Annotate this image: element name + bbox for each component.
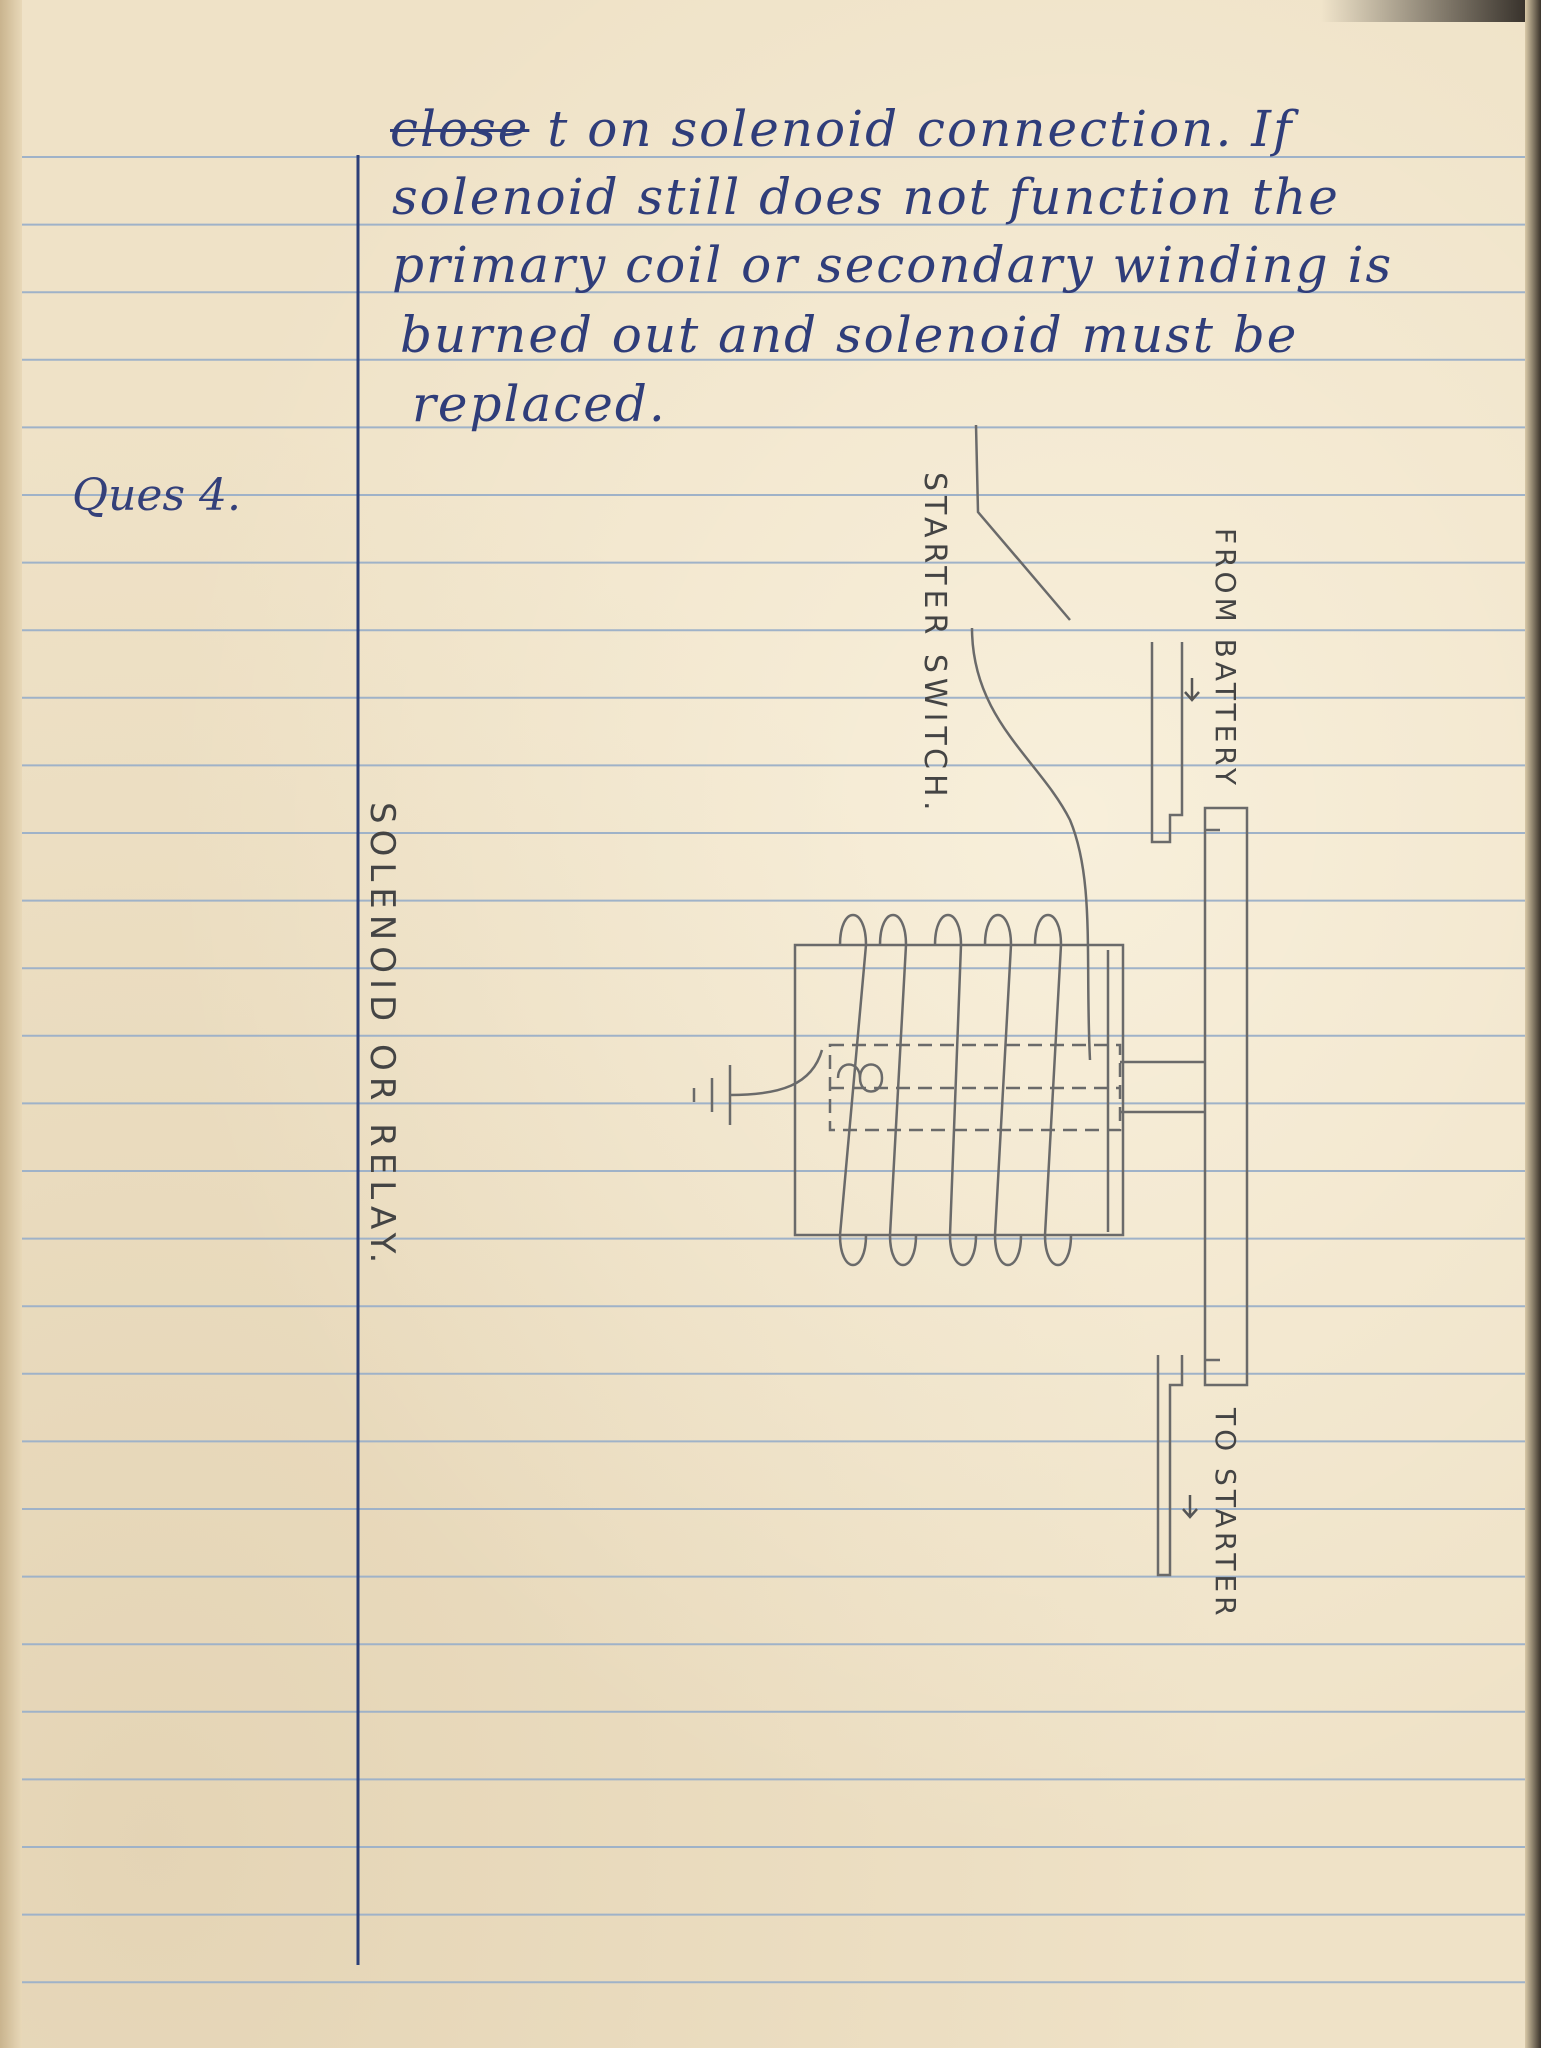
to-starter-label: TO STARTER [1209, 1408, 1242, 1620]
ground-symbol [694, 1065, 730, 1125]
starter-switch-label: STARTER SWITCH. [917, 472, 952, 816]
arrow-down-icon [1183, 1495, 1197, 1517]
switch-lead-wire [972, 628, 1090, 1060]
text-line-1-rest: t on solenoid connection. If [529, 100, 1294, 158]
struck-word: close [390, 100, 530, 158]
question-number: Ques 4. [72, 470, 241, 521]
ground-wire [730, 1050, 822, 1095]
arrow-down-icon [1185, 678, 1199, 700]
starter-terminal [1158, 1355, 1182, 1575]
from-battery-label: FROM BATTERY [1209, 528, 1242, 790]
contact-bus-bar [1205, 808, 1247, 1385]
text-line-4: burned out and solenoid must be [400, 306, 1299, 364]
diagram-title: SOLENOID OR RELAY. [362, 802, 402, 1270]
text-line-1 [390, 100, 1294, 158]
plunger-rod [1120, 1062, 1205, 1112]
solenoid-diagram [694, 425, 1247, 1575]
text-line-5: replaced. [412, 375, 667, 433]
text-line-3: primary coil or secondary winding is [392, 236, 1394, 294]
battery-terminal [1152, 642, 1182, 842]
text-line-2: solenoid still does not function the [392, 168, 1340, 226]
bus-bar-ends [1205, 830, 1220, 1360]
starter-switch-lever [976, 425, 1070, 620]
